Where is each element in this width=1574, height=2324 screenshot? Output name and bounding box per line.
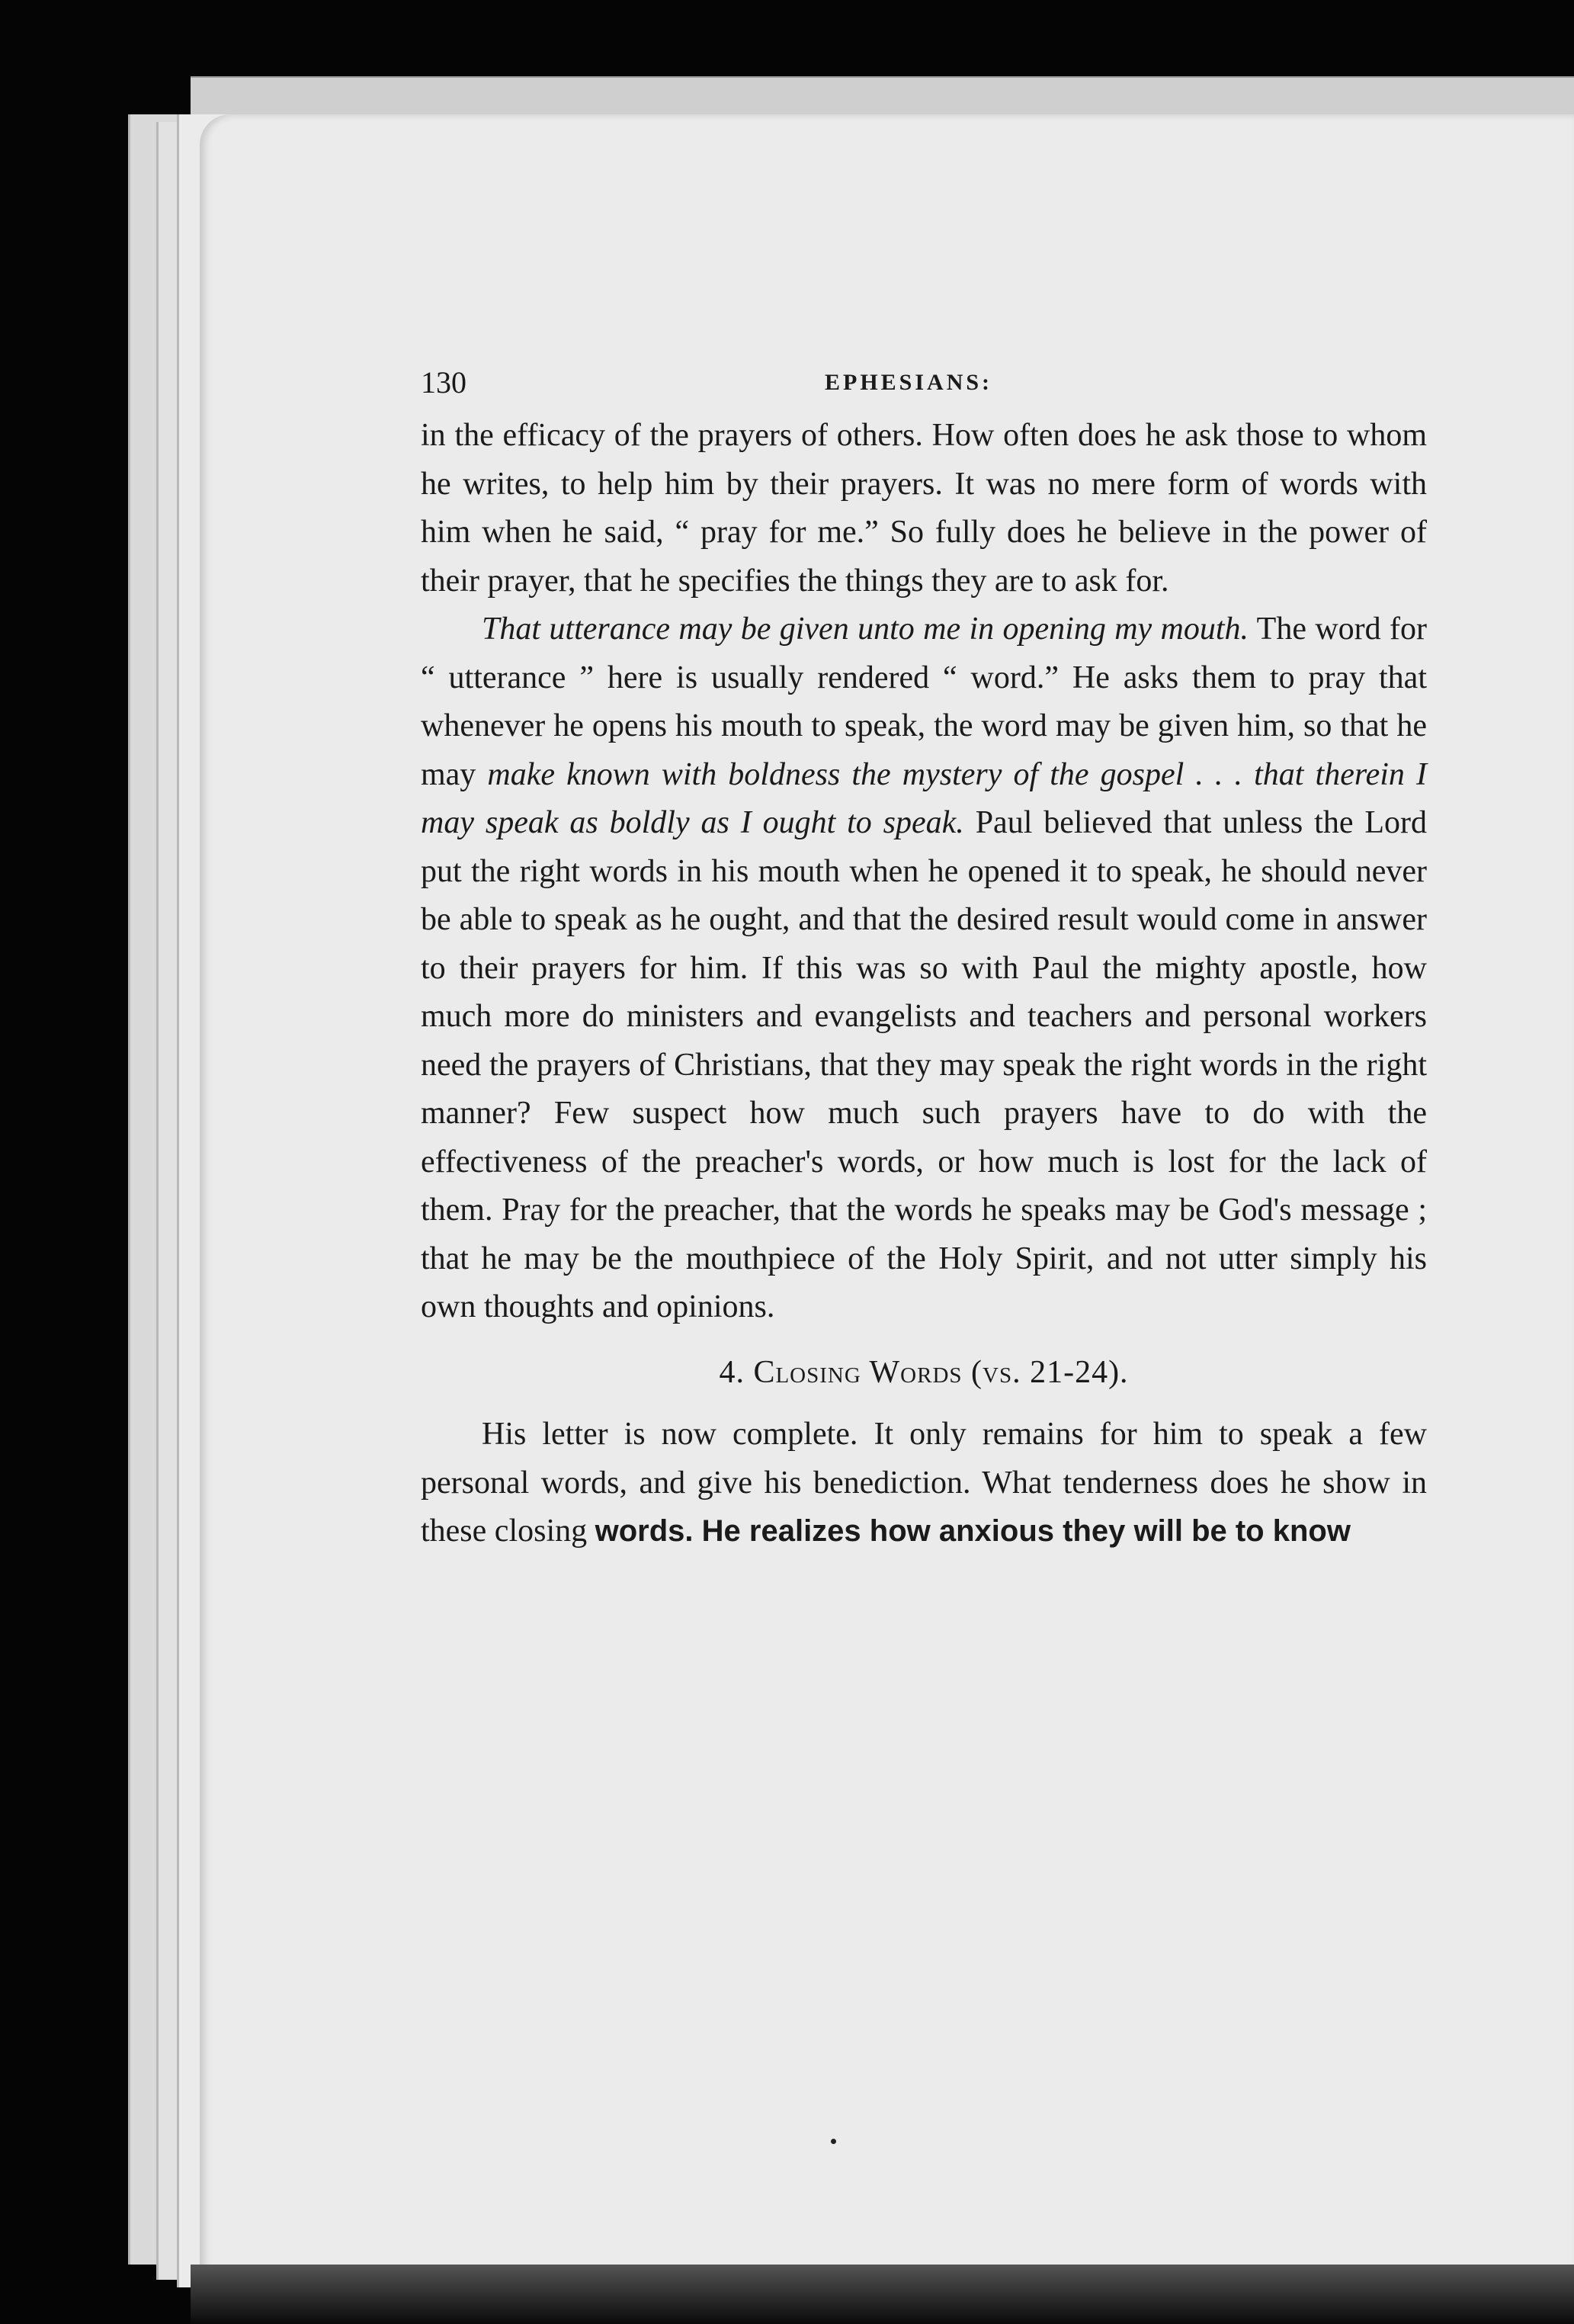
page-bottom-shadow [191, 2265, 1574, 2324]
scripture-quote-2: make known with boldness the mystery of the gospel . . . that therein I may speak as boldly as I ought to speak. [421, 756, 1427, 840]
paragraph-2 [421, 605, 1427, 1332]
section-heading: 4. Closing Words (vs. 21-24). [719, 1354, 1129, 1390]
page-speck [831, 2139, 836, 2144]
paragraph-2-text-1: The word for “ utterance ” here is usually rendered “ word.” He asks them to pray that whenever he opens his mouth to speak, the word may be given him, so that he may [421, 611, 1427, 792]
paragraph-3 [421, 1411, 1427, 1556]
paragraph-3-text: His letter is now complete. It only remains for him to speak a few personal words, and give his benediction. What tenderness does he show in these closing [421, 1417, 1427, 1549]
page-number: 130 [421, 365, 466, 400]
paragraph-1: in the efficacy of the prayers of others. How often does he ask those to whom he writes, to help him by their prayers. It was no mere form of words with him when he said, “ pray for me.” So fully does he believe in the power of their prayer, that he specifies the things they are to ask for. [421, 418, 1427, 599]
paragraph-2-text-2: Paul believed that unless the Lord put the right words in his mouth when he opened it to speak, he should never be able to speak as he ought, and that the desired result would come in answer to their prayers for him. If this was so with Paul the mighty apostle, how much more do ministers and evangelists and teachers and personal workers need the prayers of Christians, that they may speak the right words in the right manner? Few suspect how much such prayers have to do with the effectiveness of the preacher's words, or how much is lost for the lack of them. Pray for the preacher, that the words he speaks may be God's message ; that he may be the mouthpiece of the Holy Spirit, and not utter simply his own thoughts and opinions. [421, 805, 1427, 1324]
scripture-quote-1: That utterance may be given unto me in opening my mouth. [482, 611, 1249, 647]
paragraph-3-last-line: words. He realizes how anxious they will be to know [595, 1514, 1351, 1548]
page-text [421, 358, 1427, 1556]
page-header [421, 358, 1427, 412]
running-head: EPHESIANS: [825, 370, 993, 395]
